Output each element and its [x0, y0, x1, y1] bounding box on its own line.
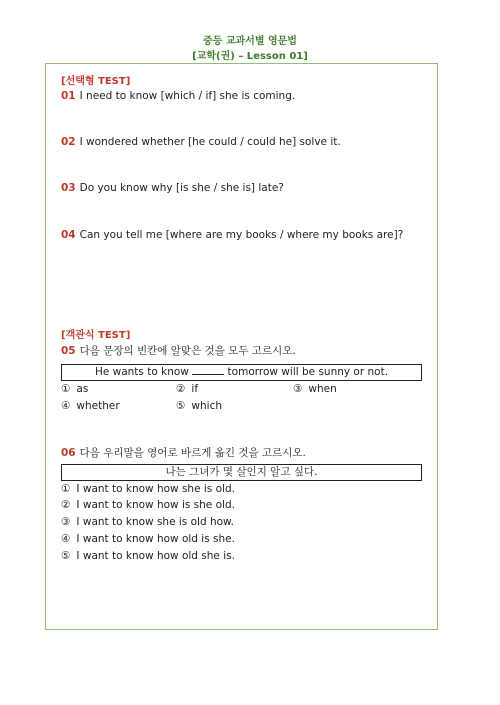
option-mark: ② — [61, 499, 71, 511]
document-subtitle: [교학(권) – Lesson 01] — [192, 51, 308, 62]
option-mark: ② — [176, 383, 186, 395]
option-text: which — [191, 400, 223, 412]
question-05 — [61, 343, 296, 358]
question-04 — [61, 229, 403, 241]
option-text: I want to know how old is she. — [76, 533, 235, 545]
option-mark: ① — [61, 483, 71, 495]
question-text: I need to know [which / if] she is coming. — [79, 90, 296, 102]
question-03 — [61, 182, 284, 194]
document-title: 중등 교과서별 영문법 — [203, 36, 297, 47]
question-text: Can you tell me [where are my books / where my books are]? — [79, 229, 404, 241]
question-number: 03 — [61, 182, 76, 194]
option-mark: ④ — [61, 400, 71, 412]
section-title-objective: [객관식 TEST] — [61, 330, 131, 341]
option-text: I want to know how old she is. — [76, 550, 235, 562]
question-text: I wondered whether [he could / could he] solve it. — [79, 136, 341, 148]
option-1[interactable] — [61, 483, 235, 495]
option-text: I want to know how is she old. — [76, 499, 235, 511]
option-2[interactable] — [176, 383, 198, 395]
question-number: 01 — [61, 90, 76, 102]
option-mark: ③ — [61, 516, 71, 528]
option-5[interactable] — [176, 400, 222, 412]
question-text: Do you know why [is she / she is] late? — [79, 182, 284, 194]
option-text: I want to know she is old how. — [76, 516, 234, 528]
option-2[interactable] — [61, 499, 235, 511]
question-number: 06 — [61, 447, 76, 459]
question-number: 04 — [61, 229, 76, 241]
option-mark: ③ — [293, 383, 303, 395]
sentence-after-blank: tomorrow will be sunny or not. — [227, 366, 389, 378]
option-3[interactable] — [293, 383, 337, 395]
option-mark: ⑤ — [176, 400, 186, 412]
option-text: as — [76, 383, 89, 395]
answer-blank — [192, 365, 224, 375]
sentence-box — [61, 364, 422, 381]
question-text: 다음 우리말을 영어로 바르게 옮긴 것을 고르시오. — [79, 447, 306, 459]
option-text: whether — [76, 400, 120, 412]
option-1[interactable] — [61, 383, 88, 395]
option-mark: ① — [61, 383, 71, 395]
option-3[interactable] — [61, 516, 234, 528]
question-01 — [61, 90, 295, 102]
option-text: if — [191, 383, 199, 395]
question-02 — [61, 136, 341, 148]
question-text: 다음 문장의 빈칸에 알맞은 것을 모두 고르시오. — [79, 345, 296, 357]
question-06 — [61, 445, 306, 460]
sentence-box: 나는 그녀가 몇 살인지 알고 싶다. — [61, 464, 422, 481]
section-title-select: [선택형 TEST] — [61, 76, 131, 87]
option-5[interactable] — [61, 550, 235, 562]
option-text: when — [308, 383, 337, 395]
option-text: I want to know how she is old. — [76, 483, 235, 495]
option-mark: ⑤ — [61, 550, 71, 562]
option-4[interactable] — [61, 533, 235, 545]
sentence-before-blank: He wants to know — [94, 366, 189, 378]
question-number: 02 — [61, 136, 76, 148]
option-mark: ④ — [61, 533, 71, 545]
option-4[interactable] — [61, 400, 120, 412]
question-number: 05 — [61, 345, 76, 357]
